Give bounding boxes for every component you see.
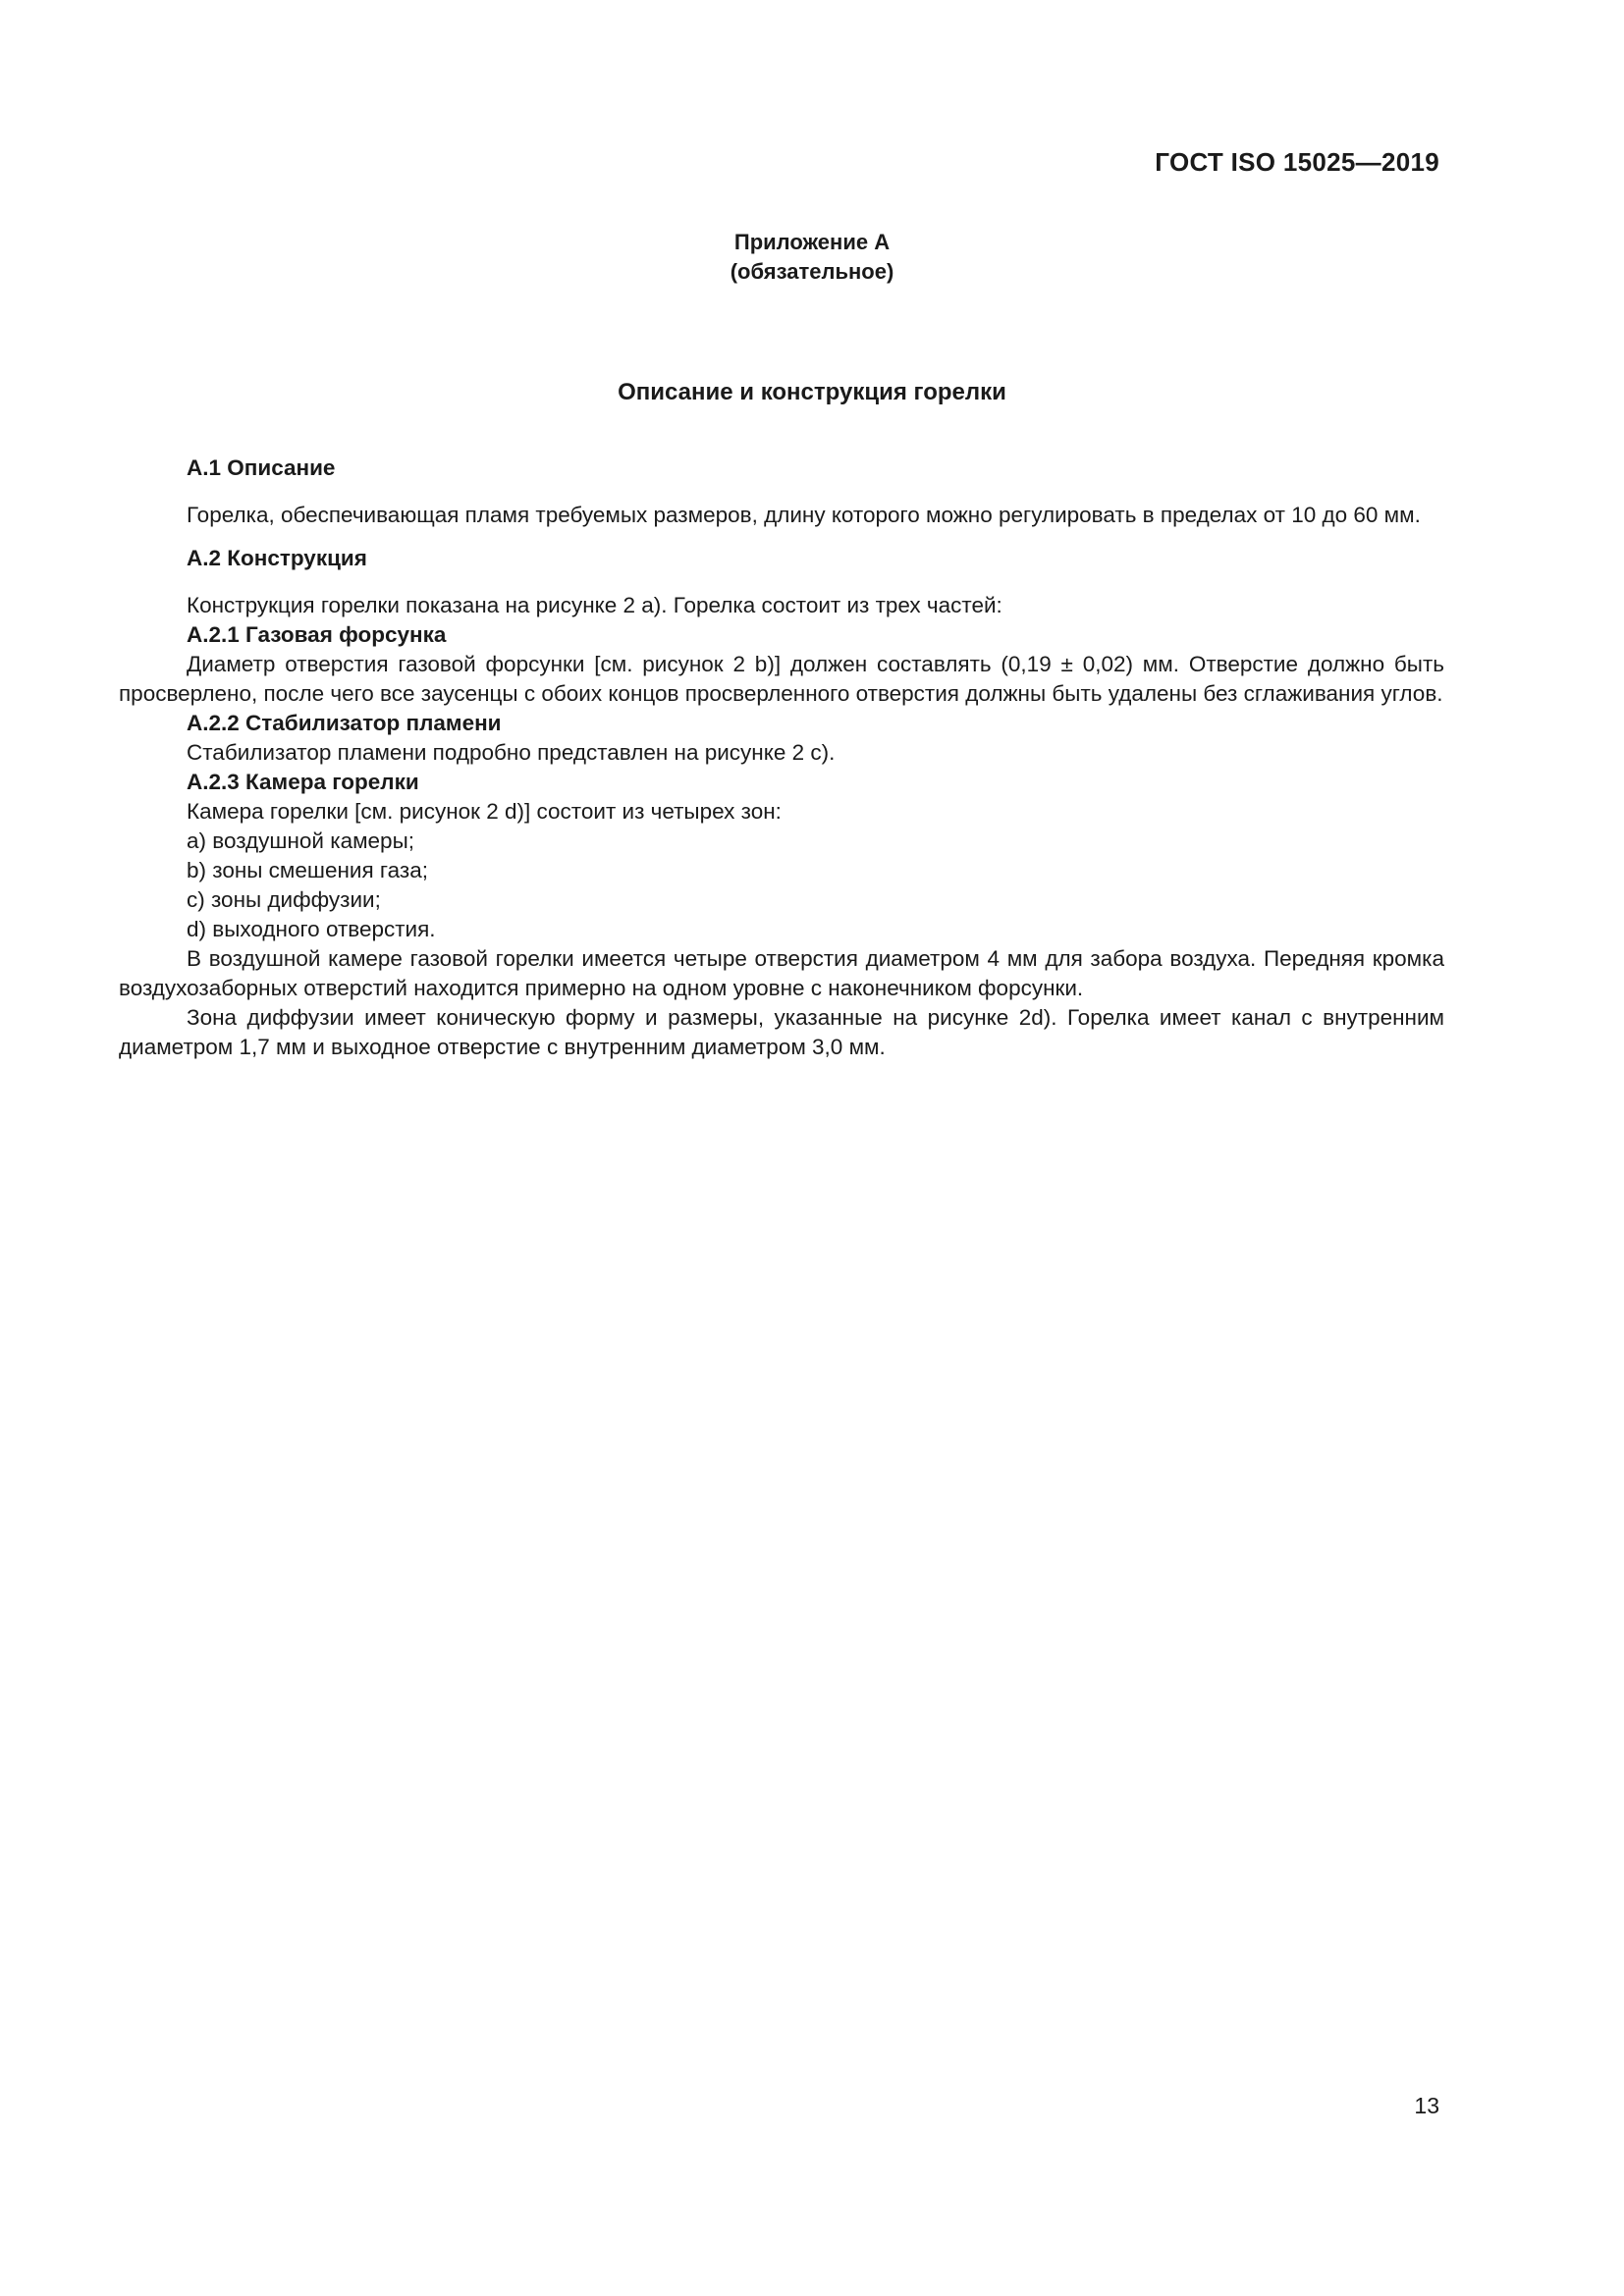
list-item: a) воздушной камеры;	[187, 828, 414, 853]
section-heading-a22: А.2.2 Стабилизатор пламени	[187, 711, 502, 735]
section-heading-a1: А.1 Описание	[187, 455, 336, 480]
section-a1-text: Горелка, обеспечивающая пламя требуемых размеров, длину которого можно регулировать в пределах от 10 до 60 мм.	[187, 503, 1421, 527]
standard-number: ГОСТ ISO 15025—2019	[1155, 147, 1439, 177]
section-a23-para2: Зона диффузии имеет коническую форму и размеры, указанные на рисунке 2d). Горелка имеет канал с внутренним диаметром 1,7 мм и выходное отверстие с внутренним диаметром 3,0 мм.	[119, 1005, 1444, 1059]
section-heading-a21: А.2.1 Газовая форсунка	[187, 622, 447, 647]
section-a22-text: Стабилизатор пламени подробно представлен на рисунке 2 с).	[187, 740, 836, 765]
annex-status: (обязательное)	[730, 259, 894, 284]
section-a21-text: Диаметр отверстия газовой форсунки [см. рисунок 2 b)] должен составлять (0,19 ± 0,02) мм. Отверстие должно быть просверлено, после чего все заусенцы с обоих концов просверленного отверстия должны быть удалены без сглаживания углов.	[119, 652, 1444, 706]
section-a2-intro: Конструкция горелки показана на рисунке 2 а). Горелка состоит из трех частей:	[187, 593, 1002, 617]
section-a23-para1: В воздушной камере газовой горелки имеется четыре отверстия диаметром 4 мм для забора воздуха. Передняя кромка воздухозаборных отверстий находится примерно на одном уровне с наконечником форсунки.	[119, 946, 1444, 1000]
section-heading-a23: А.2.3 Камера горелки	[187, 770, 419, 794]
list-item: c) зоны диффузии;	[187, 887, 381, 912]
list-item: d) выходного отверстия.	[187, 917, 436, 941]
page-number: 13	[1414, 2093, 1439, 2118]
annex-header	[0, 228, 1624, 287]
section-a23-intro: Камера горелки [см. рисунок 2 d)] состоит из четырех зон:	[187, 799, 782, 824]
section-heading-a2: А.2 Конструкция	[187, 546, 367, 570]
list-item: b) зоны смешения газа;	[187, 858, 428, 882]
annex-title: Описание и конструкция горелки	[618, 379, 1006, 405]
document-body	[119, 454, 1444, 1062]
annex-label: Приложение А	[733, 230, 891, 254]
